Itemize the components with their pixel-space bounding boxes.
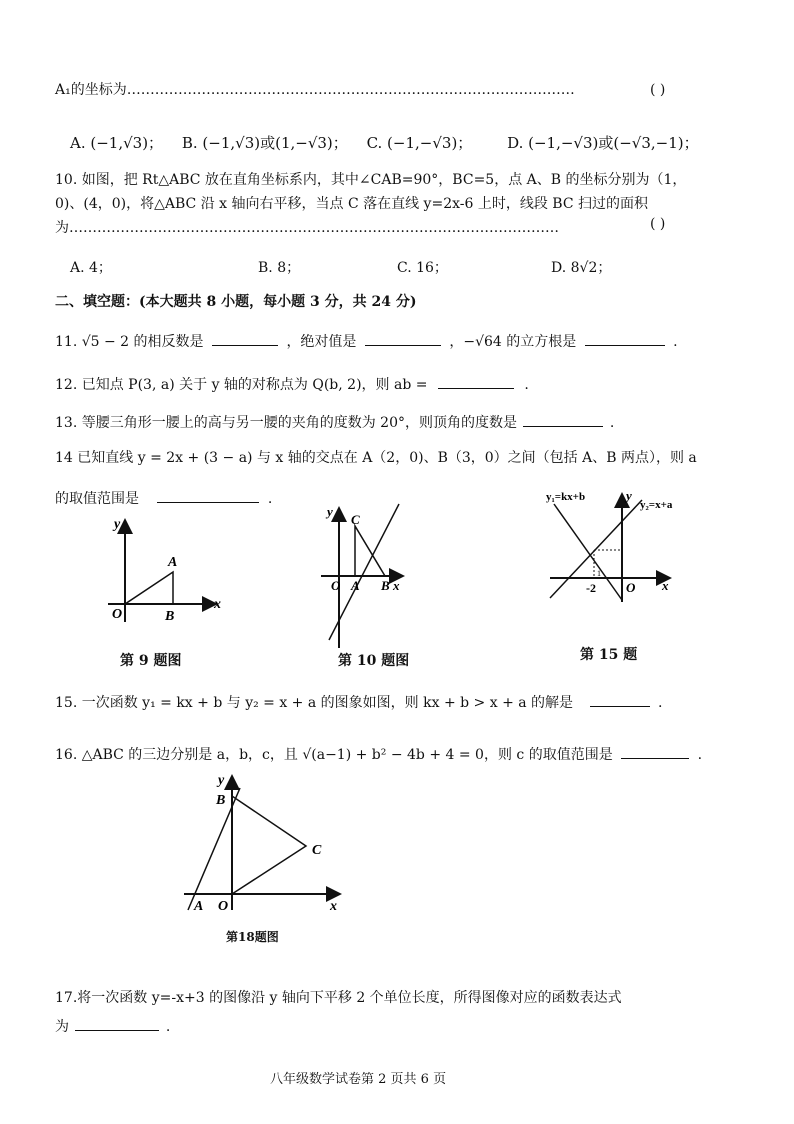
q12 [55, 374, 529, 395]
q13-part-b: . [609, 415, 615, 431]
fig15-label-1: 1 [597, 569, 601, 578]
q10-line3: 为…………………………………………………………………………………………… [55, 220, 559, 236]
q10-option-d: D. 8√2； [551, 260, 612, 276]
fig18-label-o: O [218, 899, 229, 914]
q16-part-b: . [697, 747, 703, 763]
q16-part-a: 16. △ABC 的三边分别是 a，b，c，且 √(a−1) + b² − 4b + 4 = 0，则 c 的取值范围是 [55, 747, 613, 763]
fig10-caption: 第 10 题图 [338, 653, 410, 669]
fig18-label-b: B [216, 793, 226, 808]
q14-line2 [55, 488, 272, 509]
fig18-triangle-obc [232, 796, 306, 894]
q12-blank[interactable] [438, 374, 514, 389]
figure-9 [78, 510, 228, 630]
q14-line1: 14 已知直线 y = 2x + (3 − a) 与 x 轴的交点在 A（2，0)、B（3，0）之间（包括 A、B 两点），则 a [55, 450, 697, 466]
fig9-label-b: B [165, 609, 175, 624]
fig10-label-a: A [351, 578, 360, 593]
fig9-label-a: A [168, 555, 178, 570]
fig15-caption: 第 15 题 [580, 647, 638, 663]
q11-blank-3[interactable] [585, 331, 665, 346]
q9-option-b: B. (−1,√3)或(1,−√3)； [181, 134, 348, 152]
fig9-label-o: O [112, 607, 123, 622]
q9-stem: A₁的坐标为…………………………………………………………………………………… [55, 82, 575, 98]
section-fill-in-title: 二、填空题：(本大题共 8 小题，每小题 3 分，共 24 分) [55, 294, 417, 310]
fig10-label-o: O [331, 578, 341, 593]
figure-15 [540, 488, 690, 608]
q11-blank-1[interactable] [212, 331, 278, 346]
q9-answer-paren: ( ) [650, 82, 666, 98]
q10-option-a: A. 4； [70, 260, 112, 276]
q11-part-b: ，绝对值是 [286, 334, 357, 350]
q10-line2: 0)、(4，0)，将△ABC 沿 x 轴向右平移，当点 C 落在直线 y=2x-6 上时，线段 BC 扫过的面积 [55, 196, 648, 212]
fig15-label-y2: y₂=x+a [640, 499, 673, 511]
q10-line1: 10. 如图，把 Rt△ABC 放在直角坐标系内，其中∠CAB=90°，BC=5，点 A、B 的坐标分别为（1， [55, 172, 687, 188]
fig9-caption: 第 9 题图 [120, 653, 182, 669]
fig15-label-neg2: -2 [586, 581, 596, 595]
q10-answer-paren: ( ) [650, 216, 666, 232]
fig10-label-x: x [393, 578, 400, 593]
q15 [55, 692, 662, 713]
fig15-label-y: y [626, 488, 632, 503]
q17-part-a: 为 [55, 1019, 69, 1035]
fig9-label-x: x [214, 597, 221, 612]
q10-option-c: C. 16； [397, 260, 448, 276]
q15-blank[interactable] [590, 692, 650, 707]
q15-part-a: 15. 一次函数 y₁ = kx + b 与 y₂ = x + a 的图象如图，则 kx + b > x + a 的解是 [55, 695, 574, 711]
q9-option-d: D. (−1,−√3)或(−√3,−1)； [507, 134, 699, 152]
q14-part-a: 的取值范围是 [55, 491, 139, 507]
figure-18 [180, 770, 350, 920]
fig15-label-o: O [626, 580, 636, 595]
fig10-label-y: y [327, 504, 333, 519]
q17-part-b: . [165, 1019, 171, 1035]
q9-options [70, 133, 699, 153]
q11-part-c: ，−√64 的立方根是 [449, 334, 577, 350]
fig18-label-x: x [330, 899, 337, 914]
q13-part-a: 13. 等腰三角形一腰上的高与另一腰的夹角的度数为 20°，则顶角的度数是 [55, 415, 517, 431]
fig18-caption: 第18题图 [226, 930, 279, 944]
fig18-label-c: C [312, 843, 322, 858]
q10-option-b: B. 8； [258, 260, 301, 276]
fig9-triangle-oab [125, 572, 173, 604]
q9-option-c: C. (−1,−√3)； [366, 134, 473, 152]
q11-part-d: . [673, 334, 678, 350]
q12-part-b: . [524, 377, 529, 393]
fig18-label-a: A [194, 899, 204, 914]
q13 [55, 412, 614, 433]
q14-part-b: . [267, 491, 273, 507]
fig18-label-y: y [218, 773, 225, 788]
q12-part-a: 12. 已知点 P(3, a) 关于 y 轴的对称点为 Q(b, 2)，则 ab = [55, 377, 428, 393]
q16-blank[interactable] [621, 744, 689, 759]
fig15-label-x: x [662, 578, 669, 593]
q13-blank[interactable] [523, 412, 603, 427]
q11 [55, 331, 678, 352]
fig10-label-b: B [381, 578, 390, 593]
q17-line1: 17.将一次函数 y=-x+3 的图像沿 y 轴向下平移 2 个单位长度，所得图像对应的函数表达式 [55, 990, 622, 1006]
fig9-label-y: y [114, 517, 121, 532]
q11-part-a: 11. √5 − 2 的相反数是 [55, 334, 204, 350]
figure-10 [315, 500, 415, 650]
q17-line2 [55, 1016, 170, 1037]
q17-blank[interactable] [75, 1016, 159, 1031]
fig10-triangle-abc [355, 526, 385, 576]
q16 [55, 744, 702, 765]
q14-blank[interactable] [157, 488, 259, 503]
fig15-label-y1: y₁=kx+b [546, 491, 586, 503]
q9-option-a: A. (−1,√3)； [70, 134, 164, 152]
page-footer: 八年级数学试卷第 2 页共 6 页 [270, 1072, 447, 1087]
q15-part-b: . [657, 695, 663, 711]
q11-blank-2[interactable] [365, 331, 441, 346]
fig10-label-c: C [351, 512, 360, 527]
